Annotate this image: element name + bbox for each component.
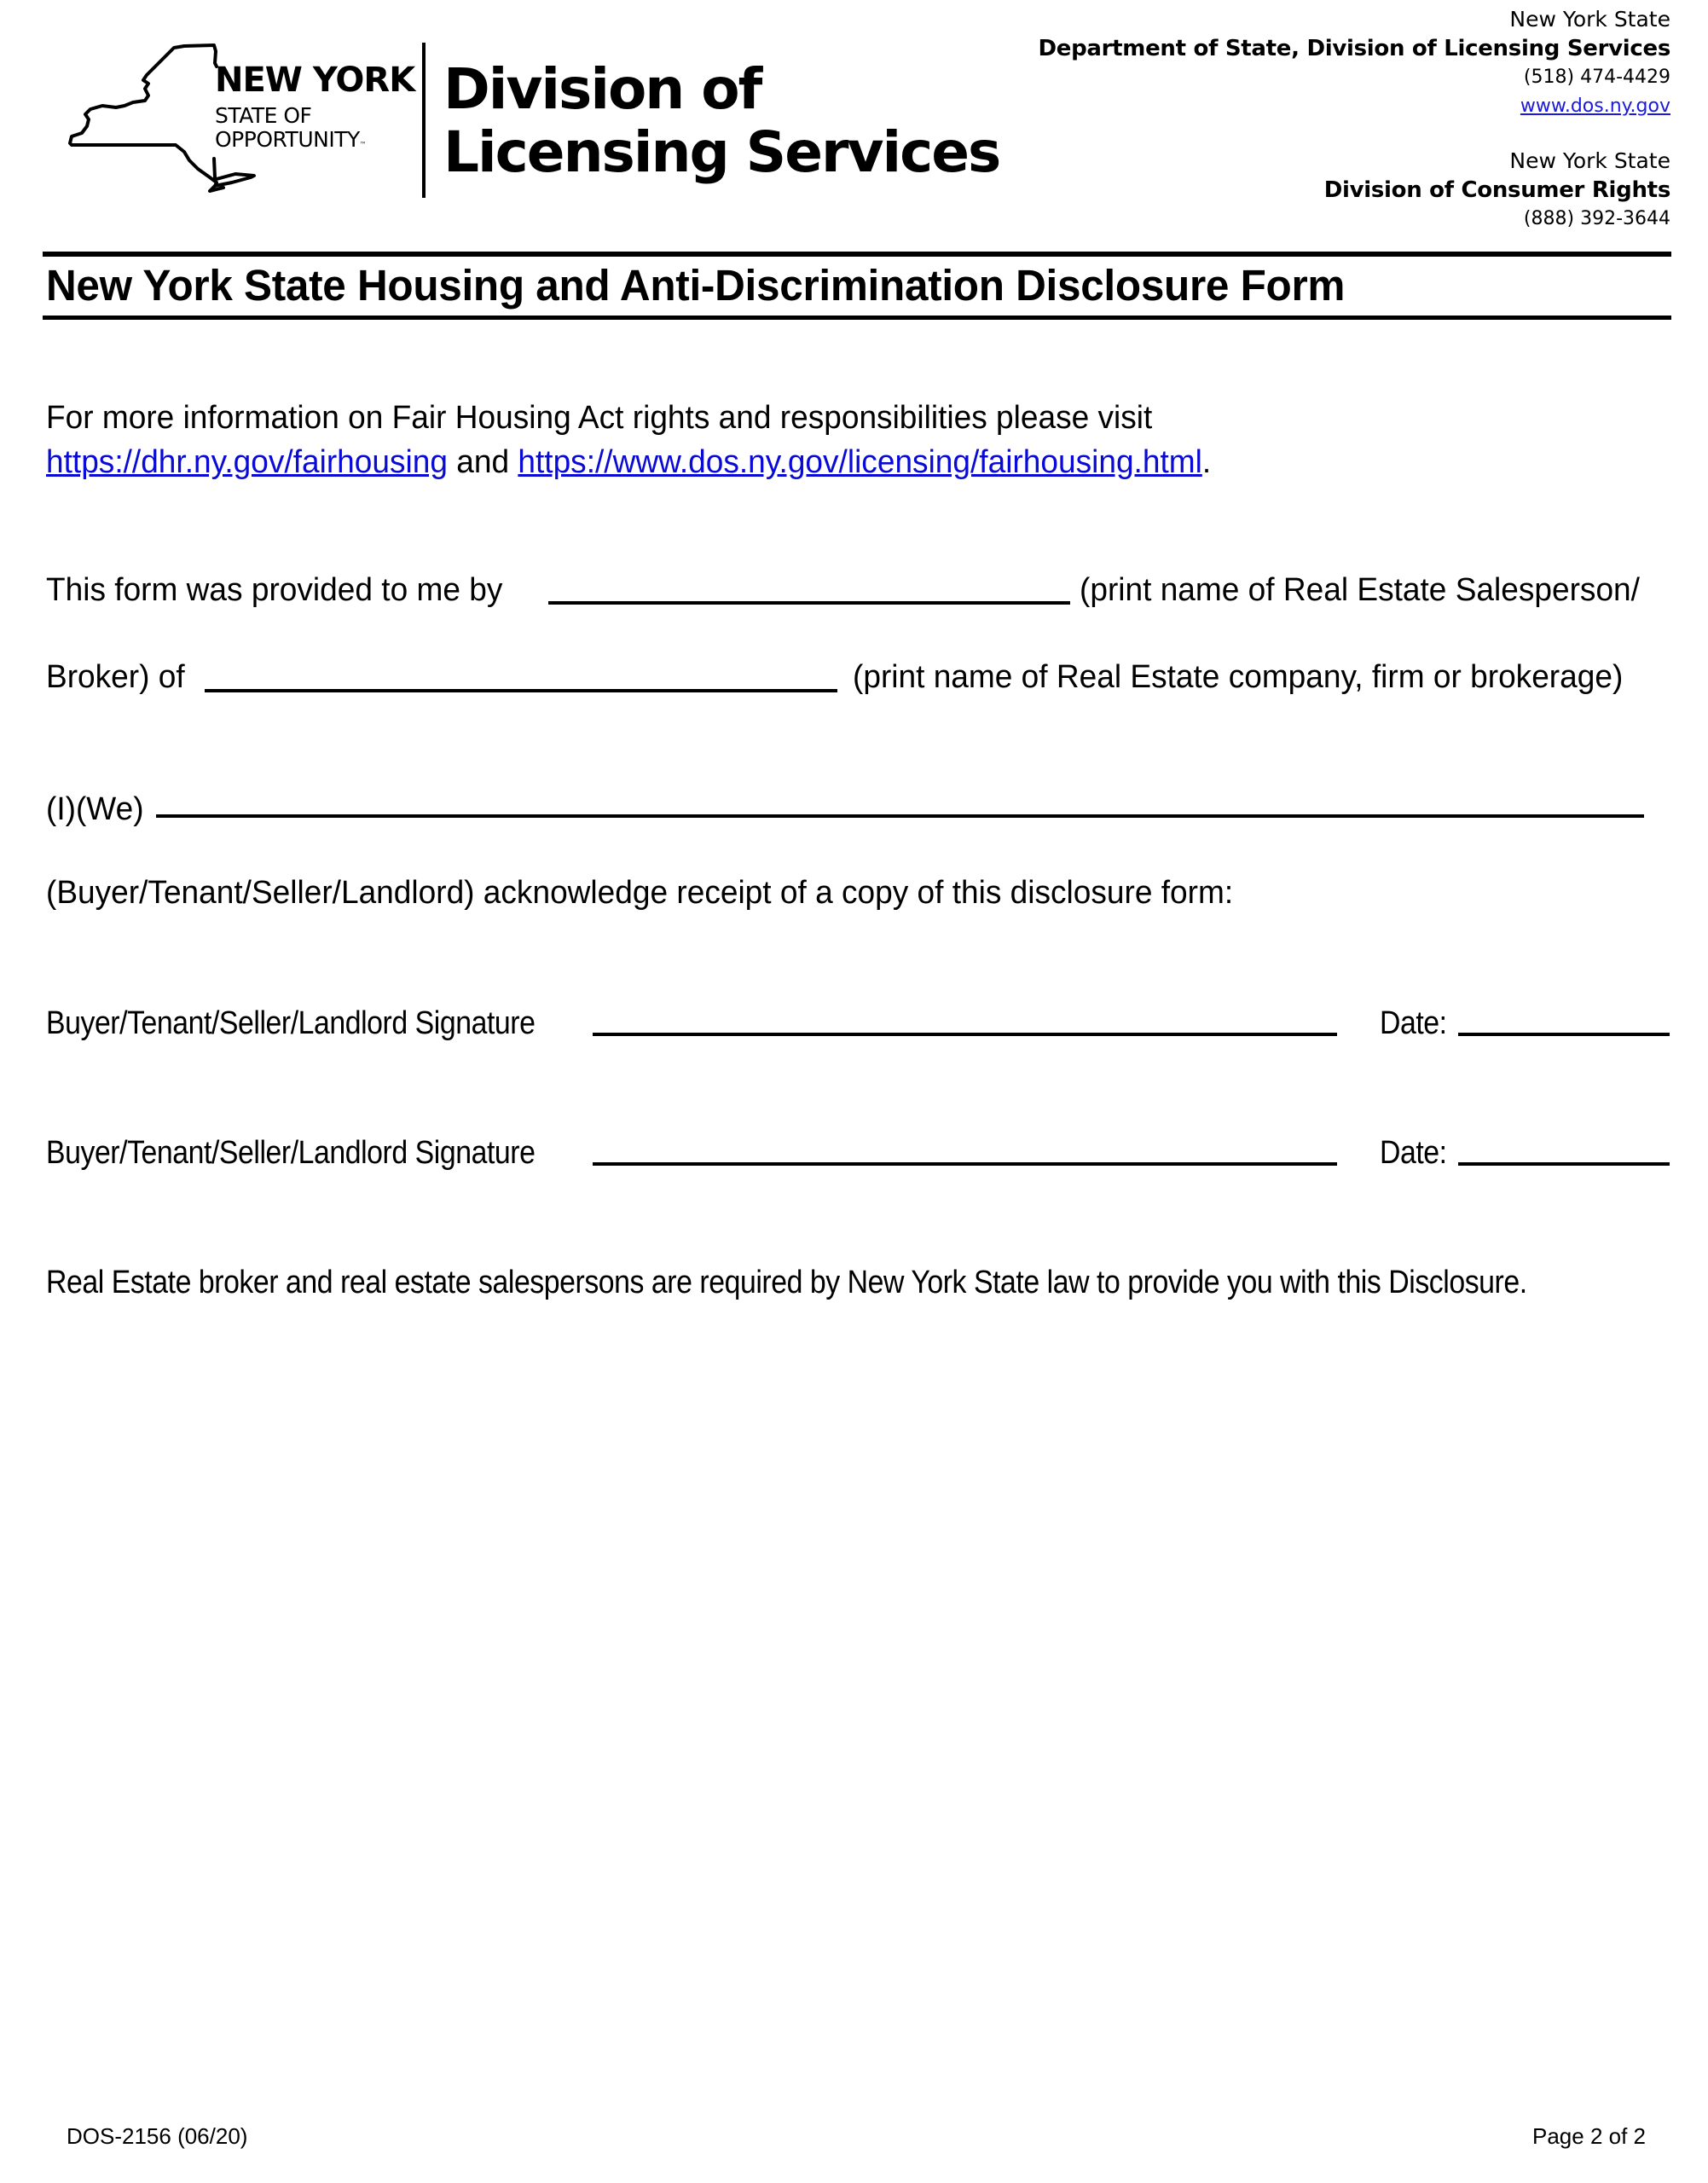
- signature-field[interactable]: [593, 1162, 1337, 1166]
- logo-tagline: [215, 104, 366, 157]
- broker-of-label: Broker) of: [46, 659, 185, 695]
- logo-divider: [422, 43, 426, 198]
- signature-field[interactable]: [593, 1033, 1337, 1036]
- contact-dos-name: Department of State, Division of Licensing Services: [1038, 36, 1670, 61]
- legal-notice: Real Estate broker and real estate salespersons are required by New York State law to provide you with this Disclosure.: [46, 1265, 1527, 1300]
- signature-label: Buyer/Tenant/Seller/Landlord Signature: [46, 1135, 536, 1171]
- date-field[interactable]: [1458, 1033, 1670, 1036]
- brokerage-name-field[interactable]: [205, 689, 837, 692]
- date-field[interactable]: [1458, 1162, 1670, 1166]
- acknowledge-text: (Buyer/Tenant/Seller/Landlord) acknowledge receipt of a copy of this disclosure form:: [46, 875, 1234, 911]
- contact-dcr-phone: (888) 392-3644: [1523, 208, 1670, 229]
- title-rule-top: [43, 252, 1671, 257]
- salesperson-name-field[interactable]: [548, 601, 1070, 605]
- dos-fairhousing-link[interactable]: https://www.dos.ny.gov/licensing/fairhousing.html: [518, 444, 1202, 480]
- info-period: .: [1201, 444, 1212, 480]
- page-number: Page 2 of 2: [1532, 2123, 1646, 2149]
- contact-dcr-name: Division of Consumer Rights: [1323, 177, 1670, 203]
- salesperson-hint: (print name of Real Estate Salesperson/: [1080, 572, 1640, 608]
- division-heading: [443, 58, 999, 184]
- provided-by-label: This form was provided to me by: [46, 572, 503, 608]
- contact-dcr-state: New York State: [1509, 148, 1670, 173]
- brokerage-hint: (print name of Real Estate company, firm or brokerage): [853, 659, 1624, 695]
- info-line-2: [46, 443, 1211, 481]
- logo-tagline-line1: STATE OF: [215, 103, 312, 128]
- i-we-label: (I)(We): [46, 791, 144, 827]
- dhr-fairhousing-link[interactable]: https://dhr.ny.gov/fairhousing: [46, 444, 448, 480]
- page-title: New York State Housing and Anti-Discrimination Disclosure Form: [46, 261, 1346, 310]
- logo-opportunity-text: OPPORTUNITY: [215, 127, 360, 152]
- info-conjunction: and: [447, 444, 518, 480]
- division-heading-line2: Licensing Services: [443, 119, 1000, 185]
- contact-block-dos: [1038, 5, 1670, 121]
- signature-label: Buyer/Tenant/Seller/Landlord Signature: [46, 1005, 536, 1041]
- division-heading-line1: Division of: [443, 56, 761, 122]
- date-label: Date:: [1380, 1005, 1447, 1041]
- contact-dos-website-link[interactable]: www.dos.ny.gov: [1520, 96, 1670, 117]
- date-label: Date:: [1380, 1135, 1447, 1171]
- contact-dos-phone: (518) 474-4429: [1523, 67, 1670, 88]
- info-line-1: For more information on Fair Housing Act rights and responsibilities please visit: [46, 400, 1153, 436]
- i-we-name-field[interactable]: [156, 814, 1644, 818]
- title-rule-bottom: [43, 316, 1671, 320]
- trademark-symbol: ™: [359, 141, 367, 148]
- contact-dos-state: New York State: [1509, 7, 1670, 32]
- form-id: DOS-2156 (06/20): [67, 2123, 248, 2149]
- contact-block-dcr: [1324, 147, 1670, 234]
- logo-tagline-line2: [215, 128, 366, 157]
- logo-new-york-text: NEW YORK: [215, 61, 415, 100]
